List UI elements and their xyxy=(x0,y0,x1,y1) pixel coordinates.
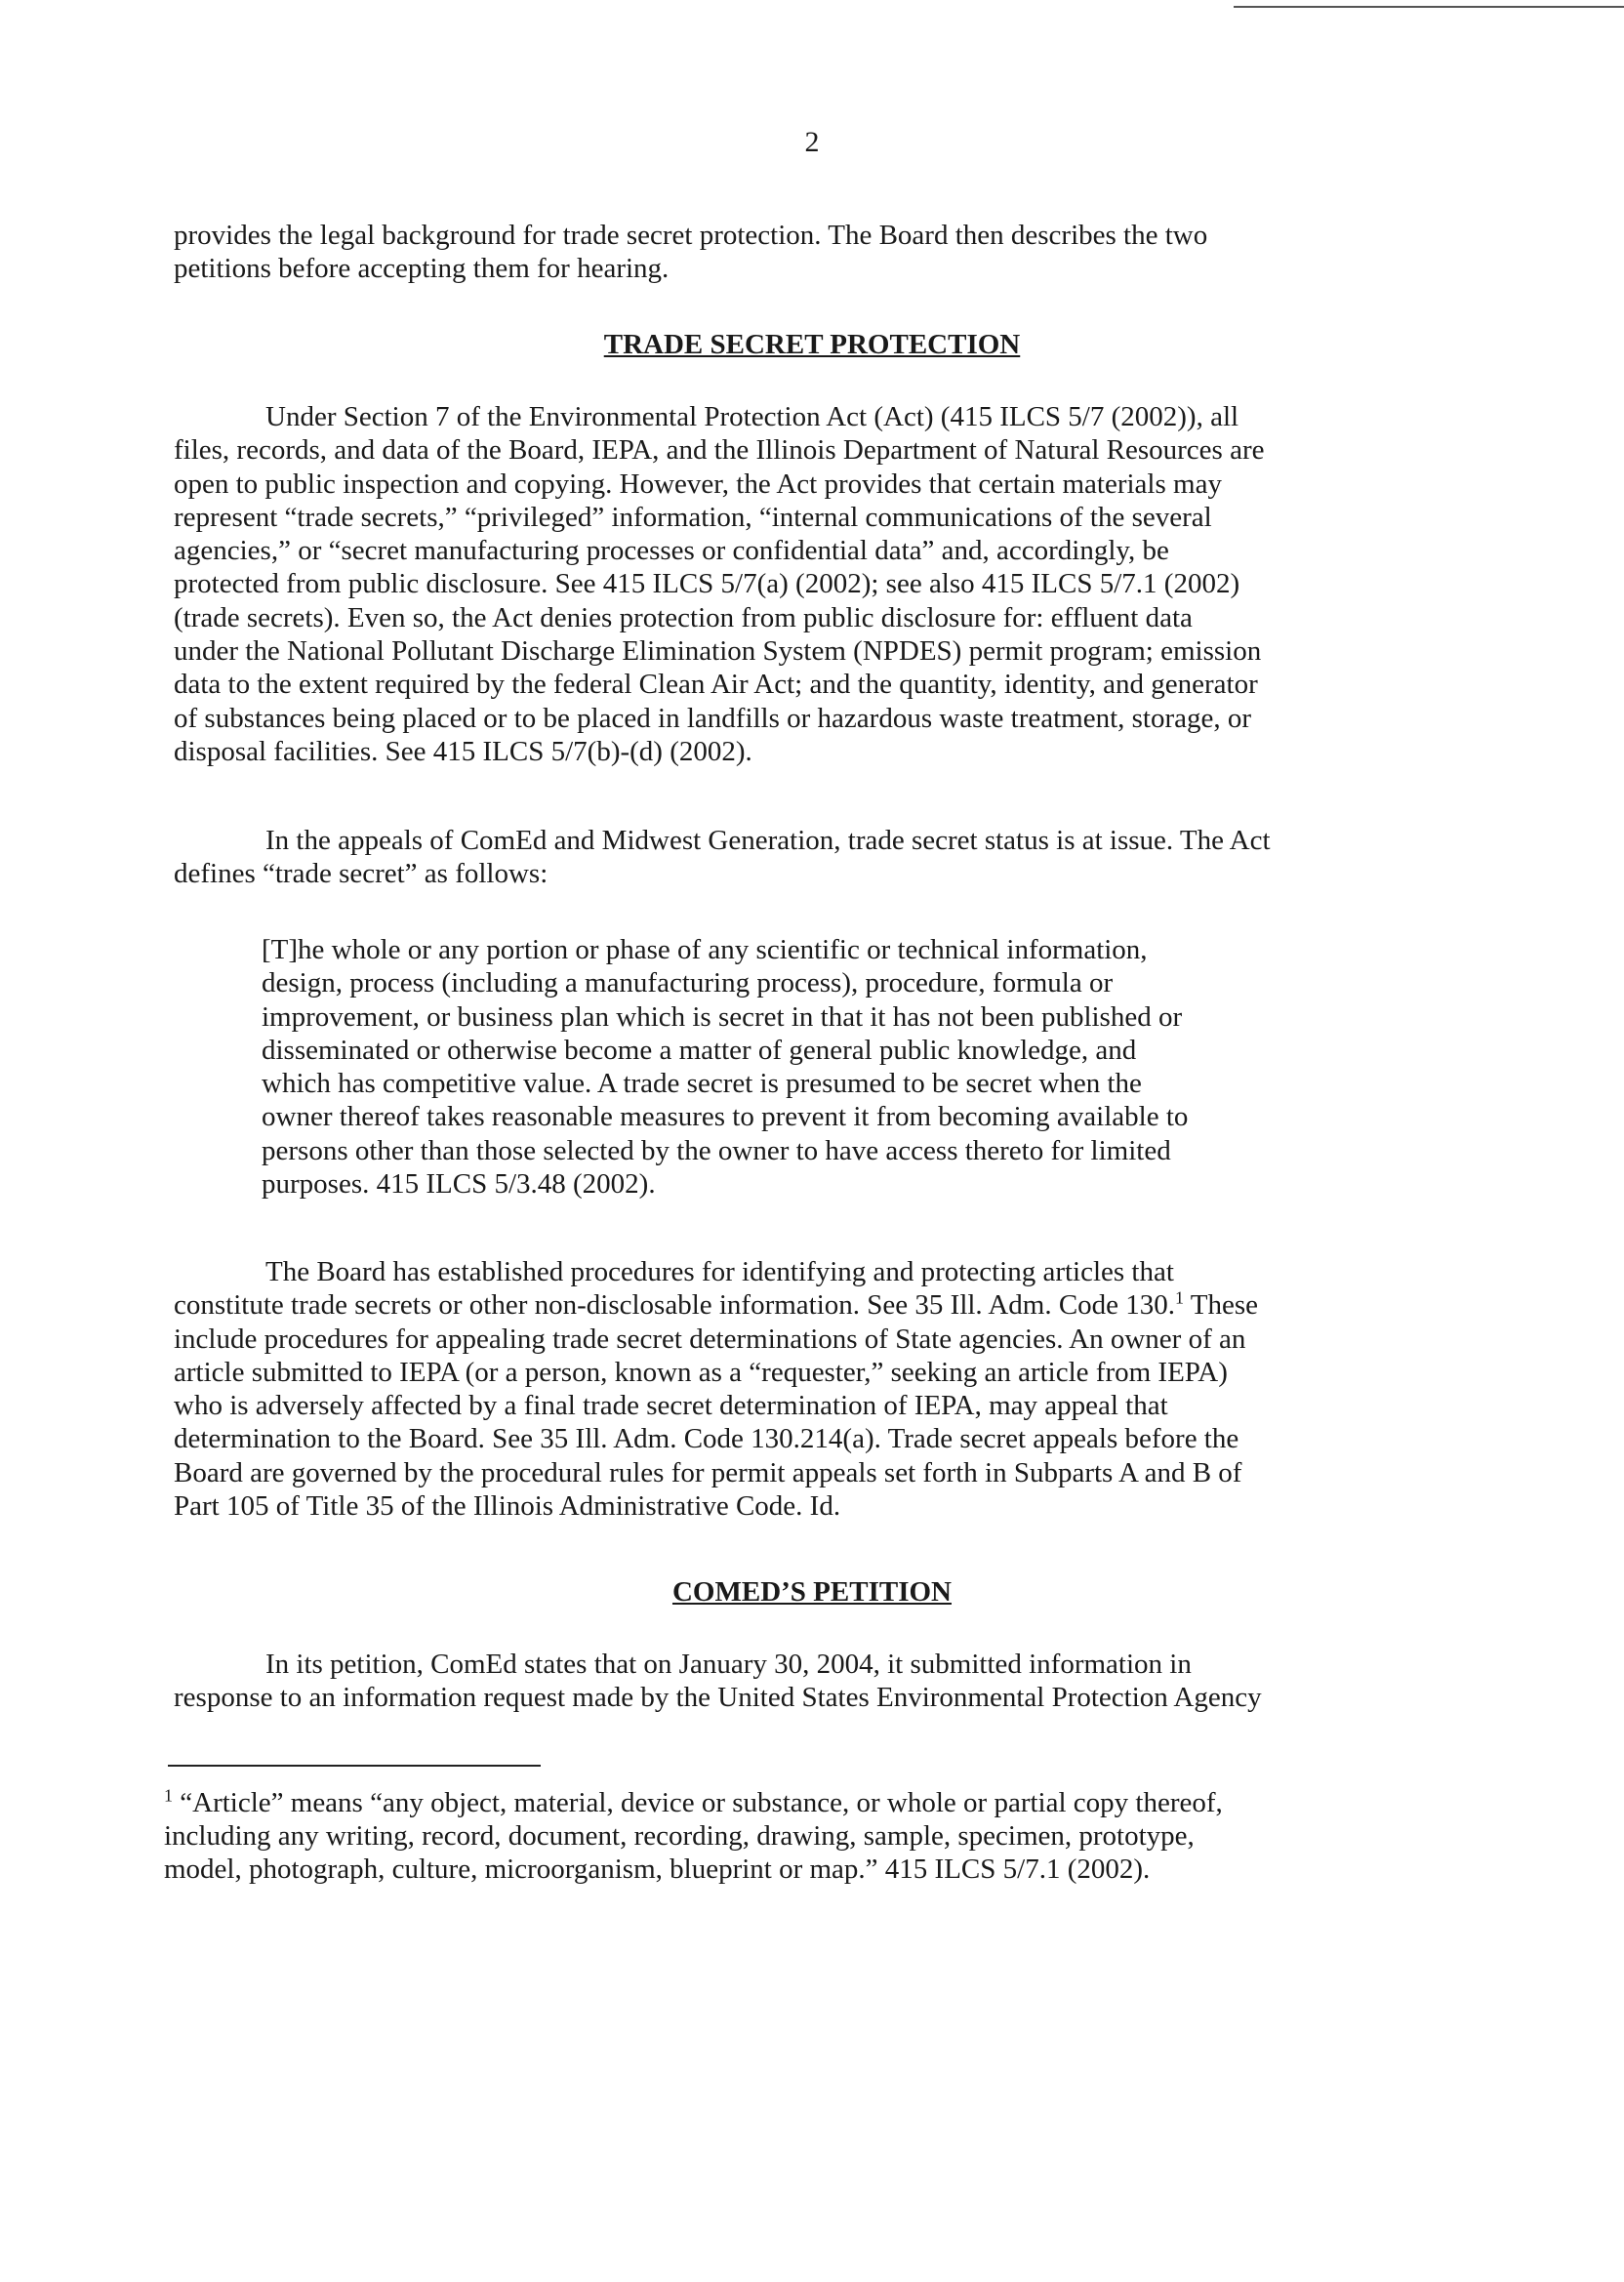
footnote-separator xyxy=(168,1765,541,1767)
para3-line: include procedures for appealing trade secret determinations of State agencies. An owner of an xyxy=(174,1323,1246,1355)
para3-line: The Board has established procedures for identifying and protecting articles that xyxy=(265,1256,1174,1287)
quote-line: purposes. 415 ILCS 5/3.48 (2002). xyxy=(262,1168,656,1201)
quote-line: owner thereof takes reasonable measures to prevent it from becoming available to xyxy=(262,1101,1189,1133)
para3-line: Board are governed by the procedural rules for permit appeals set forth in Subparts A and B of xyxy=(174,1456,1242,1488)
paragraph-section-7 xyxy=(174,400,1407,768)
para1-line: files, records, and data of the Board, IEPA, and the Illinois Department of Natural Resources are xyxy=(174,434,1265,467)
footnote-line: model, photograph, culture, microorganism, blueprint or map.” 415 ILCS 5/7.1 (2002). xyxy=(164,1854,1151,1885)
scan-edge-rule xyxy=(1234,6,1624,8)
footnote-marker: 1 xyxy=(164,1785,173,1806)
para1-line: protected from public disclosure. See 415 ILCS 5/7(a) (2002); see also 415 ILCS 5/7.1 (2002) xyxy=(174,568,1240,600)
para1-line: (trade secrets). Even so, the Act denies protection from public disclosure for: effluent data xyxy=(174,601,1193,633)
footnote-line xyxy=(164,1786,1433,1819)
para1-line: under the National Pollutant Discharge Elimination System (NPDES) permit program; emission xyxy=(174,635,1262,668)
quote-line: which has competitive value. A trade secret is presumed to be secret when the xyxy=(262,1068,1142,1100)
para1-line: open to public inspection and copying. However, the Act provides that certain materials may xyxy=(174,468,1222,500)
quote-line: improvement, or business plan which is secret in that it has not been published or xyxy=(262,1000,1183,1033)
quote-line: [T]he whole or any portion or phase of any scientific or technical information, xyxy=(262,934,1148,965)
quote-line: disseminated or otherwise become a matter of general public knowledge, and xyxy=(262,1034,1137,1066)
para1-line: represent “trade secrets,” “privileged” information, “internal communications of the several xyxy=(174,501,1212,533)
paragraph-board-procedures xyxy=(174,1255,1407,1523)
footnote-reference[interactable]: 1 xyxy=(1175,1287,1185,1308)
para2-line: defines “trade secret” as follows: xyxy=(174,858,548,890)
para1-line: agencies,” or “secret manufacturing processes or confidential data” and, accordingly, be xyxy=(174,535,1169,567)
para4-line: In its petition, ComEd states that on January 30, 2004, it submitted information in xyxy=(265,1649,1192,1680)
block-quote-trade-secret-definition xyxy=(262,933,1316,1201)
footnote-1 xyxy=(164,1786,1433,1886)
para3-line-with-footnote xyxy=(174,1288,1407,1322)
para3-line-text: constitute trade secrets or other non-disclosable information. See 35 Ill. Adm. Code 130. xyxy=(174,1289,1176,1322)
page-number: 2 xyxy=(804,126,820,158)
paragraph-comed-petition xyxy=(174,1648,1407,1715)
para3-line: article submitted to IEPA (or a person, known as a “requester,” seeking an article from IEPA) xyxy=(174,1356,1228,1388)
footnote-line: including any writing, record, document, recording, drawing, sample, specimen, prototype, xyxy=(164,1820,1195,1852)
intro-line: provides the legal background for trade secret protection. The Board then describes the two xyxy=(174,220,1208,251)
para1-line: data to the extent required by the federal Clean Air Act; and the quantity, identity, and generator xyxy=(174,669,1258,701)
para3-line: who is adversely affected by a final trade secret determination of IEPA, may appeal that xyxy=(174,1390,1168,1422)
para1-line: Under Section 7 of the Environmental Protection Act (Act) (415 ILCS 5/7 (2002)), all xyxy=(265,401,1239,432)
footnote-text: “Article” means “any object, material, device or substance, or whole or partial copy thereof, xyxy=(173,1787,1223,1818)
para3-line: determination to the Board. See 35 Ill. Adm. Code 130.214(a). Trade secret appeals before the xyxy=(174,1423,1239,1455)
intro-paragraph xyxy=(174,219,1407,286)
para1-line: disposal facilities. See 415 ILCS 5/7(b)-(d) (2002). xyxy=(174,735,752,767)
intro-line: petitions before accepting them for hearing. xyxy=(174,253,670,285)
heading-trade-secret-protection: TRADE SECRET PROTECTION xyxy=(603,329,1021,360)
paragraph-appeals xyxy=(174,824,1407,891)
para3-line-tail: These xyxy=(1184,1289,1259,1322)
quote-line: design, process (including a manufacturing process), procedure, formula or xyxy=(262,967,1114,999)
para3-line: Part 105 of Title 35 of the Illinois Administrative Code. Id. xyxy=(174,1490,841,1523)
para2-line: In the appeals of ComEd and Midwest Generation, trade secret status is at issue. The Act xyxy=(265,825,1271,856)
quote-line: persons other than those selected by the owner to have access thereto for limited xyxy=(262,1134,1171,1166)
para1-line: of substances being placed or to be placed in landfills or hazardous waste treatment, storage, or xyxy=(174,702,1252,734)
heading-comed-petition: COMED’S PETITION xyxy=(671,1576,952,1608)
para4-line: response to an information request made by the United States Environmental Protection Agency xyxy=(174,1682,1262,1714)
